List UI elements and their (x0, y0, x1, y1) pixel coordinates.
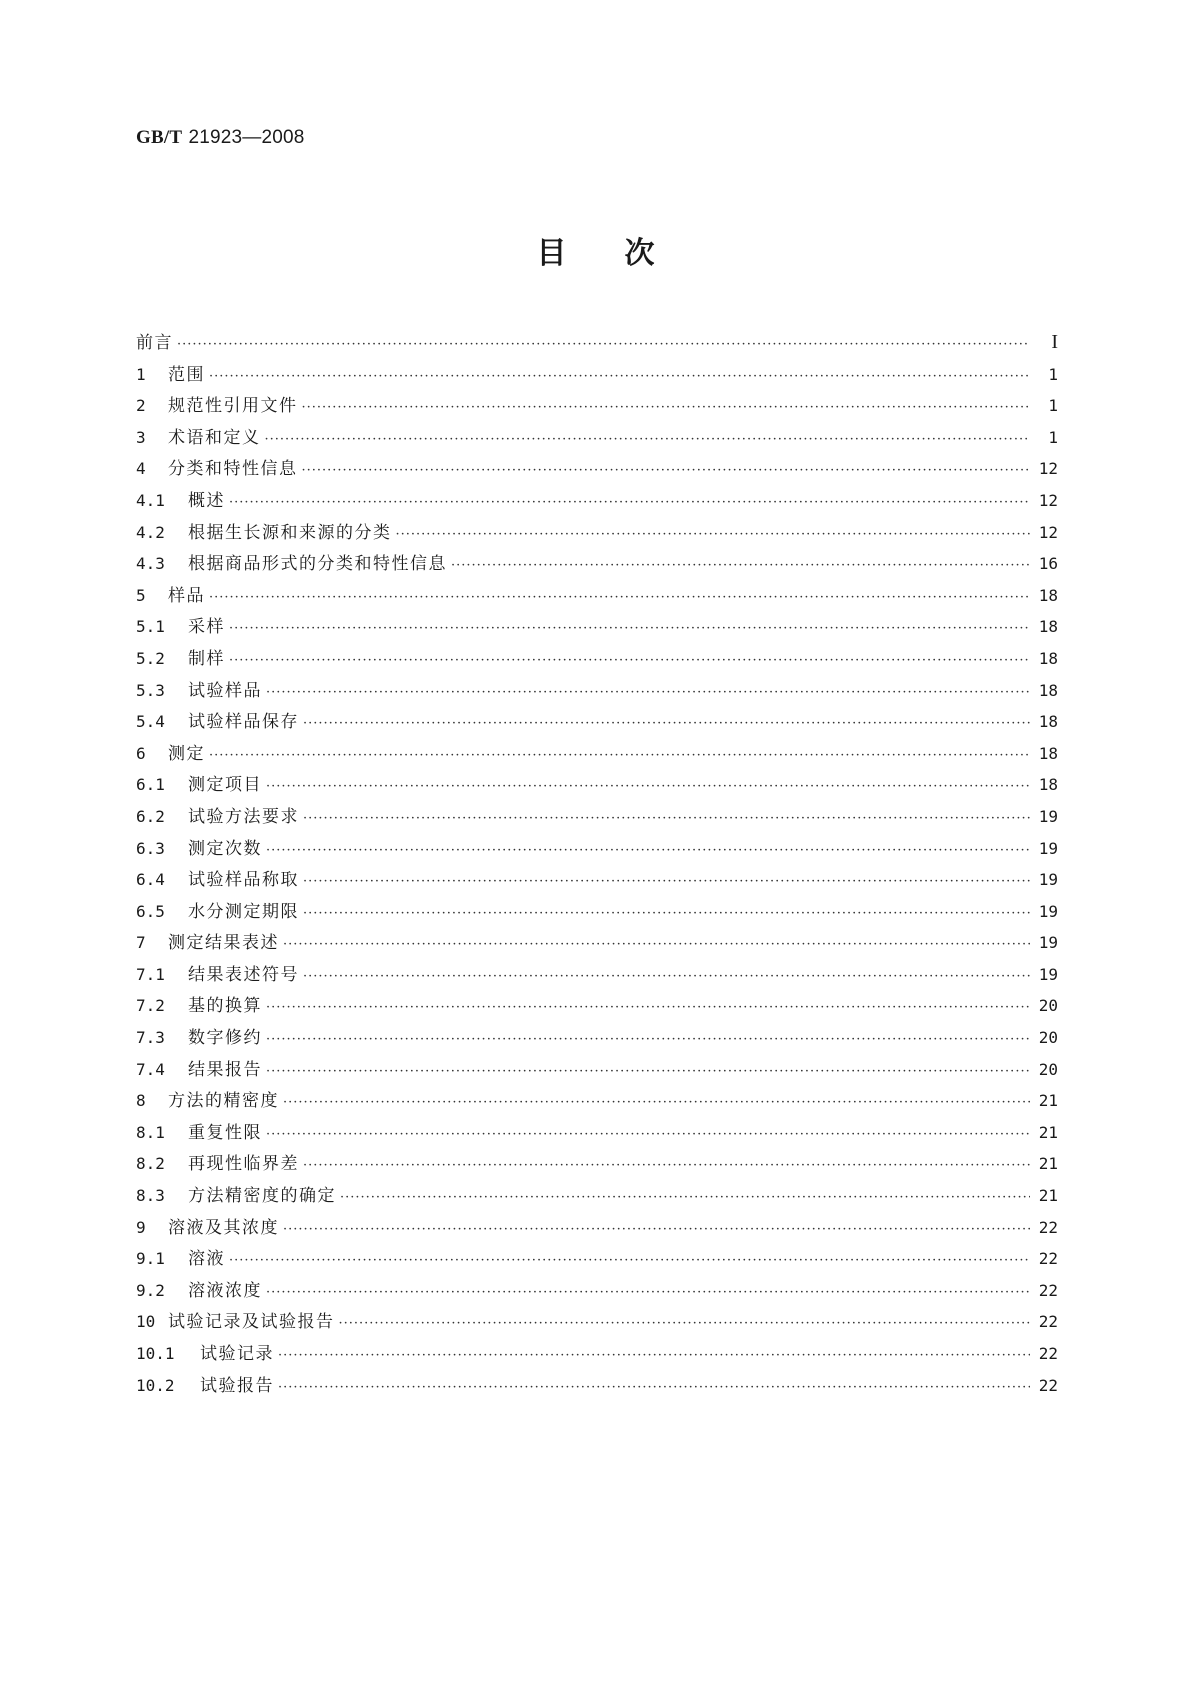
toc-entry-page: 18 (1038, 712, 1058, 732)
toc-entry-page: 21 (1038, 1122, 1058, 1142)
toc-entry-page: 1 (1048, 396, 1058, 416)
toc-dot-leader (303, 866, 1030, 898)
toc-entry-label: 根据生长源和来源的分类 (188, 522, 392, 543)
toc-entry-number: 4.1 (136, 490, 165, 510)
toc-entry-page: 20 (1038, 1059, 1058, 1079)
toc-entry[interactable] (136, 422, 1058, 454)
toc-entry-label: 溶液及其浓度 (168, 1217, 279, 1238)
toc-entry-number: 7 (136, 933, 146, 953)
toc-entry-label: 概述 (188, 490, 225, 511)
toc-entry[interactable] (136, 1338, 1058, 1370)
toc-entry-label: 结果报告 (188, 1059, 262, 1080)
toc-entry-number: 6.5 (136, 901, 165, 921)
toc-entry[interactable] (136, 1243, 1058, 1275)
toc-entry-page: 20 (1038, 996, 1058, 1016)
toc-entry-number: 5.3 (136, 680, 165, 700)
toc-dot-leader (209, 361, 1030, 393)
toc-entry-page: 18 (1038, 680, 1058, 700)
toc-entry[interactable] (136, 1054, 1058, 1086)
toc-dot-leader (229, 613, 1030, 645)
toc-entry-number: 7.4 (136, 1059, 165, 1079)
toc-entry-number: 8.2 (136, 1154, 165, 1174)
toc-entry[interactable] (136, 1022, 1058, 1054)
toc-entry-number: 4 (136, 459, 146, 479)
toc-entry-number: 5.4 (136, 712, 165, 732)
toc-entry-label: 样品 (168, 585, 205, 606)
toc-dot-leader (451, 550, 1030, 582)
standard-code (136, 126, 305, 149)
toc-dot-leader (303, 708, 1030, 740)
toc-entry[interactable] (136, 1306, 1058, 1338)
toc-entry-number: 5.2 (136, 648, 165, 668)
toc-entry-number: 7.1 (136, 964, 165, 984)
toc-entry[interactable] (136, 706, 1058, 738)
toc-entry-page: 19 (1038, 806, 1058, 826)
toc-entry-page: 19 (1038, 870, 1058, 890)
toc-entry-number: 8.3 (136, 1186, 165, 1206)
toc-entry-page: 18 (1038, 648, 1058, 668)
toc-entry-number: 9.2 (136, 1280, 165, 1300)
toc-dot-leader (340, 1182, 1030, 1214)
toc-entry-label: 基的换算 (188, 996, 262, 1017)
toc-entry[interactable] (136, 833, 1058, 865)
toc-dot-leader (266, 1119, 1030, 1151)
toc-entry[interactable] (136, 1275, 1058, 1307)
toc-entry-label: 试验样品称取 (188, 870, 299, 891)
toc-dot-leader (209, 582, 1030, 614)
toc-entry[interactable] (136, 580, 1058, 612)
toc-entry-page: 12 (1038, 490, 1058, 510)
toc-entry-label: 试验样品保存 (188, 712, 299, 733)
toc-entry-page: 19 (1038, 964, 1058, 984)
toc-entry-page: 22 (1038, 1249, 1058, 1269)
toc-entry-page: 18 (1038, 775, 1058, 795)
toc-dot-leader (278, 1372, 1030, 1404)
toc-entry-label: 结果表述符号 (188, 964, 299, 985)
toc-dot-leader (229, 487, 1030, 519)
toc-dot-leader (283, 1087, 1030, 1119)
toc-entry-number: 9.1 (136, 1249, 165, 1269)
toc-dot-leader (278, 1340, 1030, 1372)
standard-prefix: GB/T (136, 127, 183, 148)
toc-entry[interactable] (136, 1180, 1058, 1212)
toc-entry[interactable] (136, 675, 1058, 707)
toc-entry[interactable] (136, 738, 1058, 770)
toc-dot-leader (303, 1150, 1030, 1182)
toc-entry-label: 试验报告 (200, 1375, 274, 1396)
toc-dot-leader (266, 835, 1030, 867)
toc-dot-leader (266, 1277, 1030, 1309)
toc-entry-page: 1 (1048, 427, 1058, 447)
toc-entry[interactable] (136, 769, 1058, 801)
toc-entry[interactable] (136, 643, 1058, 675)
toc-entry-label: 测定项目 (188, 775, 262, 796)
toc-entry[interactable] (136, 611, 1058, 643)
toc-dot-leader (229, 1245, 1030, 1277)
toc-entry[interactable] (136, 517, 1058, 549)
toc-entry-number: 10.2 (136, 1375, 175, 1395)
toc-entry-page: 22 (1038, 1312, 1058, 1332)
toc-entry-page: 19 (1038, 838, 1058, 858)
toc-entry-number: 5 (136, 585, 146, 605)
toc-dot-leader (303, 898, 1030, 930)
toc-entry-number: 1 (136, 364, 146, 384)
toc-entry-number: 7.2 (136, 996, 165, 1016)
toc-entry-label: 溶液 (188, 1249, 225, 1270)
toc-entry[interactable] (136, 896, 1058, 928)
toc-dot-leader (177, 329, 1030, 361)
toc-entry-label: 术语和定义 (168, 427, 261, 448)
toc-entry-page: 22 (1038, 1375, 1058, 1395)
toc-entry-page: 22 (1038, 1344, 1058, 1363)
toc-entry-page: 21 (1038, 1186, 1058, 1206)
toc-entry-label: 测定次数 (188, 838, 262, 859)
toc-entry-page: 21 (1038, 1091, 1058, 1111)
toc-entry-label: 测定结果表述 (168, 933, 279, 954)
toc-entry[interactable] (136, 327, 1058, 359)
toc-entry-label: 溶液浓度 (188, 1280, 262, 1301)
toc-entry-number: 3 (136, 427, 146, 447)
toc-entry-page: 18 (1038, 617, 1058, 637)
toc-entry[interactable] (136, 1370, 1058, 1402)
toc-entry[interactable] (136, 990, 1058, 1022)
toc-dot-leader (396, 519, 1031, 551)
toc-entry-number: 6 (136, 743, 146, 763)
toc-entry-number: 4.3 (136, 554, 165, 574)
toc-entry-label: 分类和特性信息 (168, 459, 298, 480)
toc-entry-label: 试验样品 (188, 680, 262, 701)
toc-entry-number: 6.3 (136, 838, 165, 858)
toc-entry-page: 19 (1038, 901, 1058, 921)
toc-entry-number: 10.1 (136, 1344, 175, 1363)
toc-entry-number: 4.2 (136, 522, 165, 542)
toc-dot-leader (303, 803, 1030, 835)
toc-entry[interactable] (136, 359, 1058, 391)
toc-entry-label: 方法的精密度 (168, 1091, 279, 1112)
toc-entry-number: 5.1 (136, 617, 165, 637)
toc-entry-number: 8.1 (136, 1122, 165, 1142)
standard-number: 21923—2008 (188, 127, 305, 148)
toc-entry-number: 6.2 (136, 806, 165, 826)
toc-entry-label: 数字修约 (188, 1028, 262, 1049)
toc-dot-leader (266, 1024, 1030, 1056)
toc-entry-page: 12 (1038, 522, 1058, 542)
toc-entry[interactable] (136, 548, 1058, 580)
toc-dot-leader (283, 929, 1030, 961)
toc-entry[interactable] (136, 801, 1058, 833)
toc-dot-leader (209, 740, 1030, 772)
toc-entry-label: 采样 (188, 617, 225, 638)
toc-entry-page: 18 (1038, 743, 1058, 763)
toc-entry-page: 19 (1038, 933, 1058, 953)
toc-entry[interactable] (136, 864, 1058, 896)
toc-entry-number: 6.1 (136, 775, 165, 795)
toc-entry-page: I (1051, 331, 1058, 353)
toc-entry-label: 方法精密度的确定 (188, 1186, 336, 1207)
toc-entry[interactable] (136, 959, 1058, 991)
toc-entry-page: 18 (1038, 585, 1058, 605)
toc-dot-leader (265, 424, 1031, 456)
toc-entry[interactable] (136, 390, 1058, 422)
toc-entry-number: 7.3 (136, 1028, 165, 1048)
toc-entry-label: 重复性限 (188, 1122, 262, 1143)
toc-dot-leader (303, 961, 1030, 993)
toc-entry-label: 范围 (168, 364, 205, 385)
toc-entry[interactable] (136, 927, 1058, 959)
toc-entry-label: 试验方法要求 (188, 806, 299, 827)
toc-entry-number: 8 (136, 1091, 146, 1111)
toc-dot-leader (302, 455, 1031, 487)
toc-entry-label: 根据商品形式的分类和特性信息 (188, 554, 447, 575)
toc-entry-label: 再现性临界差 (188, 1154, 299, 1175)
toc-dot-leader (229, 645, 1030, 677)
toc-entry[interactable] (136, 1148, 1058, 1180)
toc-entry-number: 9 (136, 1217, 146, 1237)
toc-entry[interactable] (136, 1212, 1058, 1244)
toc-entry-page: 12 (1038, 459, 1058, 479)
toc-entry-label: 制样 (188, 648, 225, 669)
toc-entry[interactable] (136, 1085, 1058, 1117)
table-of-contents (136, 327, 1058, 1401)
toc-entry[interactable] (136, 485, 1058, 517)
toc-entry-label: 试验记录及试验报告 (168, 1312, 335, 1333)
toc-entry-page: 22 (1038, 1217, 1058, 1237)
toc-entry-label: 前言 (136, 333, 173, 353)
page-title: 目次 (536, 236, 713, 271)
toc-entry-page: 16 (1038, 554, 1058, 574)
toc-entry-label: 规范性引用文件 (168, 396, 298, 417)
toc-entry[interactable] (136, 1117, 1058, 1149)
toc-dot-leader (266, 677, 1030, 709)
toc-entry-label: 水分测定期限 (188, 901, 299, 922)
toc-entry-label: 测定 (168, 743, 205, 764)
toc-entry-number: 2 (136, 396, 146, 416)
toc-dot-leader (266, 992, 1030, 1024)
toc-entry-number: 6.4 (136, 870, 165, 890)
toc-entry-page: 22 (1038, 1280, 1058, 1300)
toc-dot-leader (266, 771, 1030, 803)
toc-entry-page: 20 (1038, 1028, 1058, 1048)
toc-dot-leader (339, 1308, 1031, 1340)
toc-dot-leader (283, 1214, 1030, 1246)
toc-entry-number: 10 (136, 1312, 156, 1332)
toc-dot-leader (266, 1056, 1030, 1088)
toc-entry[interactable] (136, 453, 1058, 485)
toc-entry-page: 1 (1048, 364, 1058, 384)
toc-entry-page: 21 (1038, 1154, 1058, 1174)
toc-dot-leader (302, 392, 1031, 424)
toc-entry-label: 试验记录 (200, 1344, 274, 1364)
